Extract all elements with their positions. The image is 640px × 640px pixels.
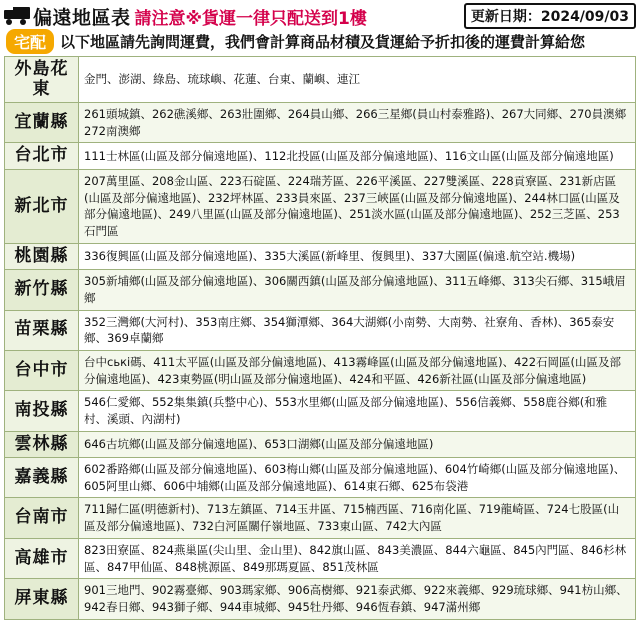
region-name-cell: 外島花東 [5,57,79,103]
region-name-cell: 宜蘭縣 [5,103,79,143]
region-areas-cell: 336復興區(山區及部分偏遠地區)、335大溪區(新峰里、復興里)、337大園區(偏遠.航空站.機場) [79,243,636,270]
table-row [5,243,636,270]
region-areas-cell: 台中ські碼、411太平區(山區及部分偏遠地區)、413霧峰區(山區及部分偏遠地區)、422石岡區(山區及部分偏遠地區)、423東勢區(明山區及部分偏遠地區)、424和平區、426新社區(山區及部分偏遠地區) [79,350,636,390]
table-row [5,169,636,243]
region-name-cell: 新北市 [5,169,79,243]
region-name-cell: 高雄市 [5,538,79,578]
region-areas-cell: 305新埔鄉(山區及部分偏遠地區)、306關西鎮(山區及部分偏遠地區)、311五峰鄉、313尖石鄉、315峨眉鄉 [79,270,636,310]
page-header [0,0,640,30]
region-areas-cell: 546仁愛鄉、552集集鎮(兵整中心)、553水里鄉(山區及部分偏遠地區)、556信義鄉、558鹿谷鄉(和雅村、溪頭、內湖村) [79,391,636,431]
delivery-truck-icon [4,7,30,25]
table-row [5,57,636,103]
table-row [5,350,636,390]
table-row [5,579,636,619]
region-name-cell: 台中市 [5,350,79,390]
region-name-cell: 台南市 [5,498,79,538]
table-row [5,458,636,498]
page-subheader [0,30,640,56]
region-areas-cell: 207萬里區、208金山區、223石碇區、224瑞芳區、226平溪區、227雙溪區、228貢寮區、231新店區(山區及部分偏遠地區)、232坪林區、233員來區、237三峽區(山區及部分偏遠地區)、244林口區(山區及部分偏遠地區)、249八里區(山區及部分偏遠地區)、251淡水區(山區及部分偏遠地區)、252三芝區、253石門區 [79,169,636,243]
region-areas-cell: 261頭城鎮、262礁溪鄉、263壯圍鄉、264員山鄉、266三星鄉(員山村泰雅路)、267大同鄉、270員澳鄉 272南澳鄉 [79,103,636,143]
table-row [5,143,636,170]
table-row [5,431,636,458]
remote-area-table [4,56,636,620]
region-areas-cell: 352三灣鄉(大河村)、353南庄鄉、354獅潭鄉、364大湖鄉(小南勢、大南勢、社寮角、香林)、365泰安鄉、369卓蘭鄉 [79,310,636,350]
region-name-cell: 屏東縣 [5,579,79,619]
region-name-cell: 雲林縣 [5,431,79,458]
region-name-cell: 桃園縣 [5,243,79,270]
region-name-cell: 台北市 [5,143,79,170]
region-name-cell: 南投縣 [5,391,79,431]
region-areas-cell: 602番路鄉(山區及部分偏遠地區)、603梅山鄉(山區及部分偏遠地區)、604竹崎鄉(山區及部分偏遠地區)、605阿里山鄉、606中埔鄉(山區及部分偏遠地區)、614東石鄉、625布袋港 [79,458,636,498]
page-title: 偏遠地區表 [33,6,131,29]
table-row [5,391,636,431]
region-areas-cell: 711歸仁區(明德新村)、713左鎮區、714玉井區、715楠西區、716南化區、719龍崎區、724七股區(山區及部分偏遠地區)、732白河區關仔嶺地區、733東山區、742大內區 [79,498,636,538]
table-row [5,103,636,143]
home-delivery-badge: 宅配 [6,29,54,54]
table-row [5,270,636,310]
table-row [5,538,636,578]
table-row [5,310,636,350]
table-row [5,498,636,538]
region-areas-cell: 金門、澎湖、綠島、琉球嶼、花蓮、台東、蘭嶼、連江 [79,57,636,103]
region-areas-cell: 823田寮區、824燕巢區(尖山里、金山里)、842旗山區、843美濃區、844六龜區、845內門區、846杉林區、847甲仙區、848桃源區、849那瑪夏區、851茂林區 [79,538,636,578]
region-name-cell: 新竹縣 [5,270,79,310]
subheader-note: 以下地區請先詢問運費，我們會計算商品材積及貨運給予折扣後的運費計算給您 [60,33,586,51]
region-areas-cell: 111士林區(山區及部分偏遠地區)、112北投區(山區及部分偏遠地區)、116文山區(山區及部分偏遠地區) [79,143,636,170]
region-name-cell: 苗栗縣 [5,310,79,350]
region-areas-cell: 901三地門、902霧臺鄉、903瑪家鄉、906高樹鄉、921泰武鄉、922來義鄉、929琉球鄉、941枋山鄉、942春日鄉、943獅子鄉、944車城鄉、945牡丹鄉、946恆春鎮、947滿州鄉 [79,579,636,619]
region-name-cell: 嘉義縣 [5,458,79,498]
page-title-note: 請注意※貨運一律只配送到1樓 [134,8,367,29]
region-areas-cell: 646古坑鄉(山區及部分偏遠地區)、653口湖鄉(山區及部分偏遠地區) [79,431,636,458]
update-date-badge: 更新日期：2024/09/03 [464,3,636,29]
